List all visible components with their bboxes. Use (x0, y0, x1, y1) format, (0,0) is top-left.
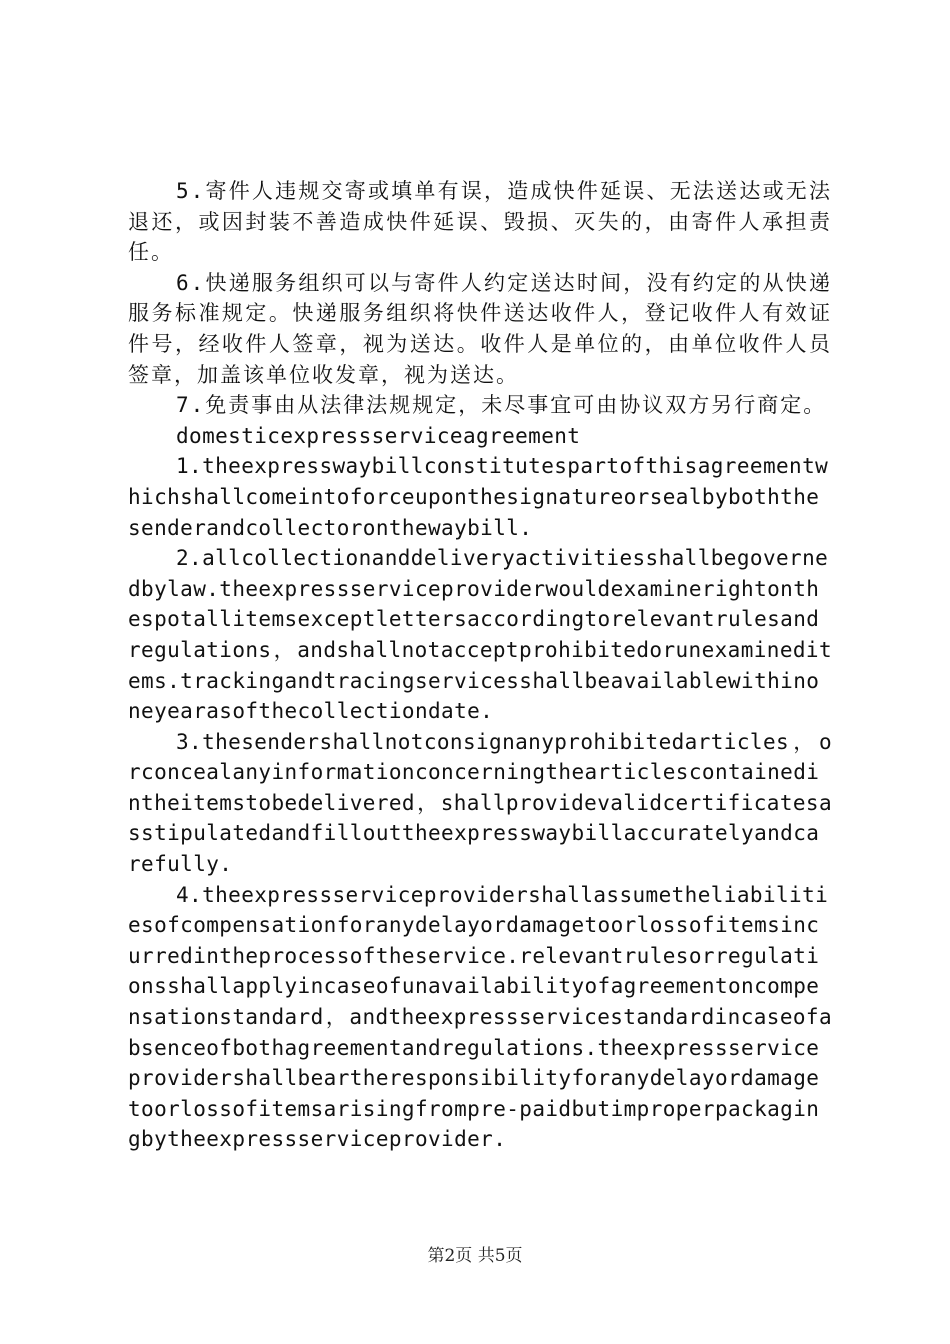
paragraph-clause-5: 5.寄件人违规交寄或填单有误，造成快件延误、无法送达或无法退还，或因封装不善造成快件延误、毁损、灭失的，由寄件人承担责任。 (128, 179, 832, 265)
paragraph-en-clause-3: 3.thesendershallnotconsignanyprohibitedarticles，orconcealanyinformationconcerningthearticlescontainedintheitemstobedelivered，shallprovidevalidcertificatesasstipulatedandfillouttheexpresswaybillaccuratelyandcarefully. (128, 729, 832, 877)
paragraph-en-clause-4: 4.theexpressserviceprovidershallassumetheliabilitiesofcompensationforanydelayordamagetoorlossofitemsincurredintheprocessoftheservice.relevantrulesorregulationsshallapplyincaseofunavailabilityofagreementoncompensationstandard，andtheexpressservicestandardincaseofabsenceofbothagreementandregulations.theexpressserviceprovidershallbeartheresponsibilityforanydelayordamagetoorlossofitemsarisingfrompre-paidbutimproperpackagingbytheexpressserviceprovider. (128, 882, 832, 1152)
paragraph-en-clause-1: 1.theexpresswaybillconstitutespartofthisagreementwhichshallcomeintoforceuponthesignatureorsealbyboththesenderandcollectoronthewaybill. (128, 454, 829, 540)
paragraph-en-clause-2: 2.allcollectionanddeliveryactivitiesshallbegovernedbylaw.theexpressserviceproviderwouldexaminerightonthespotallitemsexceptlettersaccordingtorelevantrulesandregulations，andshallnotacceptprohibitedorunexamineditems.trackingandtracingservicesshallbeavailablewithinoneyearasofthecollectiondate. (128, 546, 832, 724)
paragraph-clause-6: 6.快递服务组织可以与寄件人约定送达时间，没有约定的从快递服务标准规定。快递服务组织将快件送达收件人，登记收件人有效证件号，经收件人签章，视为送达。收件人是单位的，由单位收件人员签章，加盖该单位收发章，视为送达。 (128, 270, 832, 387)
paragraph-clause-7: 7.免责事由从法律法规规定，未尽事宜可由协议双方另行商定。 (176, 393, 827, 418)
english-section-heading: domesticexpressserviceagreement (176, 423, 581, 448)
document-body (128, 176, 832, 1155)
page-number-footer: 第2页 共5页 (427, 1246, 523, 1266)
